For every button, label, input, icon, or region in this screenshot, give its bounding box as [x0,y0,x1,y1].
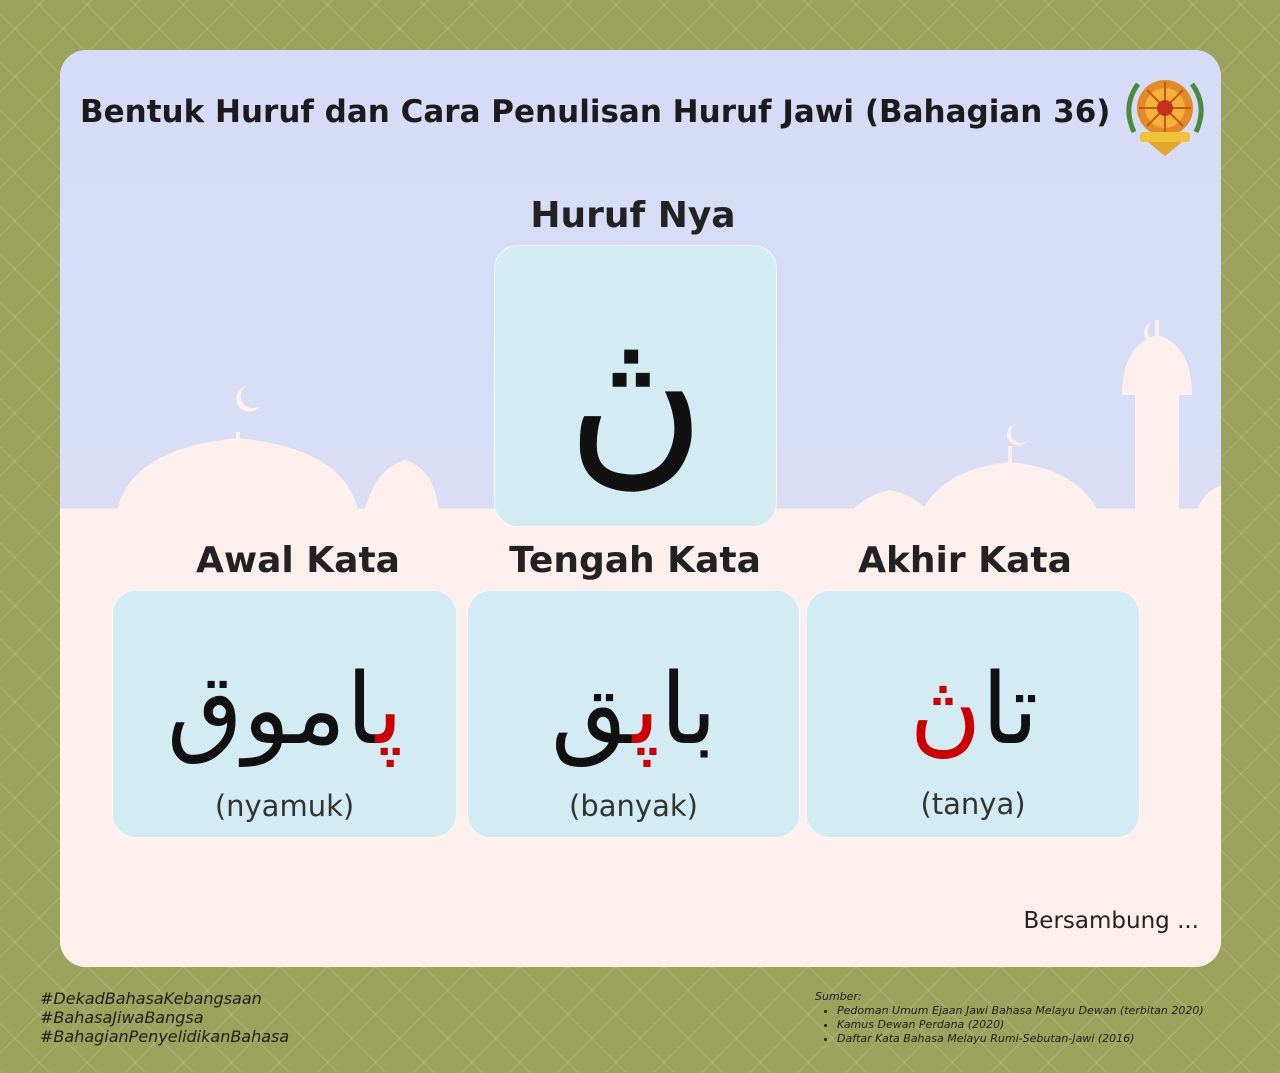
hashtag: #BahagianPenyelidikanBahasa [40,1027,290,1046]
rumi-tengah: (banyak) [569,789,698,823]
word-akhir: تاڽ [909,653,1039,767]
hashtag: #DekadBahasaKebangsaan [40,989,262,1008]
hashtag-list [40,989,289,1046]
crescent-icon [1007,424,1027,446]
rumi-akhir: (tanya) [920,787,1026,821]
example-box-awal [112,590,457,838]
example-label-akhir: Akhir Kata [858,540,1072,581]
source-item: • Daftar Kata Bahasa Melayu Rumi-Sebutan-Jawi (2016) [837,1032,1204,1046]
page-title: Bentuk Huruf dan Cara Penulisan Huruf Jawi (Bahagian 36) [80,94,1111,130]
source-heading: Sumber: [815,990,862,1003]
main-letter-glyph: ڽ [566,285,706,506]
emblem-logo [1120,66,1210,158]
main-letter-label: Huruf Nya [530,195,736,236]
example-label-awal: Awal Kata [196,540,400,581]
hashtag: #BahasaJiwaBangsa [40,1008,204,1027]
word-awal: ڽاموق [166,653,404,767]
main-letter-box [494,245,777,527]
word-tengah: باڽق [550,653,718,767]
source-list [815,990,1204,1046]
example-box-tengah [467,590,800,838]
rumi-awal: (nyamuk) [214,789,355,823]
example-label-tengah: Tengah Kata [509,540,761,581]
crescent-icon [236,386,260,412]
continued-note: Bersambung ... [1023,908,1199,934]
source-item: • Kamus Dewan Perdana (2020) [837,1018,1204,1032]
source-item: • Pedoman Umum Ejaan Jawi Bahasa Melayu Dewan (terbitan 2020) [837,1004,1204,1018]
example-box-akhir [806,590,1140,838]
poster-card [60,50,1221,967]
